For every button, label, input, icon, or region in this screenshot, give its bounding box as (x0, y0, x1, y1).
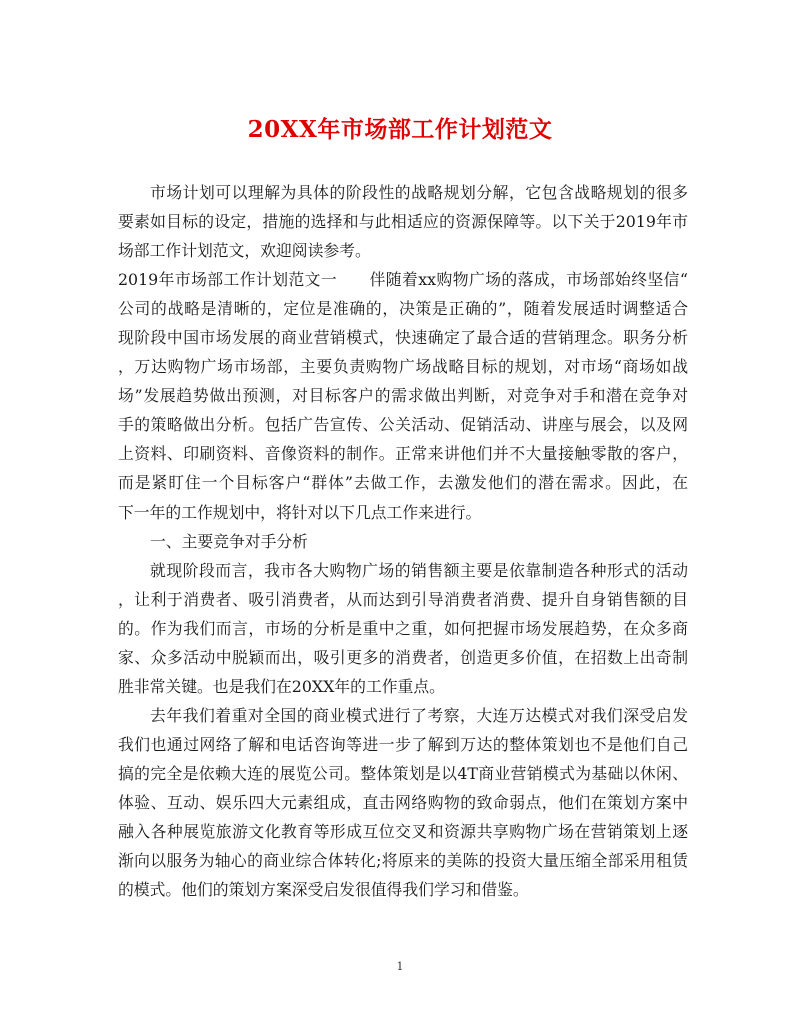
paragraph-line: 要素如目标的设定，措施的选择和与此相适应的资源保障等。以下关于2019年市 (118, 212, 688, 232)
paragraph-line: 公司的战略是清晰的，定位是准确的，决策是正确的”，随着发展适时调整适合 (118, 299, 688, 319)
paragraph-line: 市场计划可以理解为具体的阶段性的战略规划分解，它包含战略规划的很多 (150, 183, 688, 202)
document-body (118, 178, 688, 904)
paragraph-line: 渐向以服务为轴心的商业综合体转化;将原来的美陈的投资大量压缩全部采用租赁 (118, 851, 688, 871)
paragraph-line: 融入各种展览旅游文化教育等形成互位交叉和资源共享购物广场在营销策划上逐 (118, 822, 688, 842)
paragraph-line: 上资料、印刷资料、音像资料的制作。正常来讲他们并不大量接触零散的客户， (118, 444, 688, 464)
paragraph-line: 的。作为我们而言，市场的分析是重中之重，如何把握市场发展趋势，在众多商 (118, 618, 688, 638)
paragraph-line: 我们也通过网络了解和电话咨询等进一步了解到万达的整体策划也不是他们自己 (118, 734, 688, 754)
section-heading: 一、主要竞争对手分析 (150, 531, 308, 551)
paragraph-line: 2019年市场部工作计划范文一 伴随着xx购物广场的落成，市场部始终坚信“ (118, 270, 688, 290)
paragraph-line: 场”发展趋势做出预测，对目标客户的需求做出判断，对竞争对手和潜在竞争对 (118, 386, 688, 406)
paragraph-line: 胜非常关键。也是我们在20XX年的工作重点。 (118, 676, 445, 696)
paragraph-line: 体验、互动、娱乐四大元素组成，直击网络购物的致命弱点，他们在策划方案中 (118, 792, 688, 812)
paragraph-line: 而是紧盯住一个目标客户“群体”去做工作，去激发他们的潜在需求。因此，在 (118, 473, 688, 493)
paragraph-line: ，万达购物广场市场部，主要负责购物广场战略目标的规划，对市场“商场如战 (118, 357, 688, 377)
paragraph-line: 就现阶段而言，我市各大购物广场的销售额主要是依靠制造各种形式的活动 (150, 560, 688, 580)
document-title: 20XX年市场部工作计划范文 (247, 116, 553, 143)
paragraph-line: 下一年的工作规划中，将针对以下几点工作来进行。 (118, 502, 482, 522)
paragraph-line: 手的策略做出分析。包括广告宣传、公关活动、促销活动、讲座与展会，以及网 (118, 415, 688, 435)
paragraph-line: 去年我们着重对全国的商业模式进行了考察，大连万达模式对我们深受启发 (150, 705, 688, 725)
paragraph-line: 的模式。他们的策划方案深受启发很值得我们学习和借鉴。 (118, 880, 529, 900)
paragraph-line: ，让利于消费者、吸引消费者，从而达到引导消费者消费、提升自身销售额的目 (118, 589, 688, 609)
paragraph-line: 现阶段中国市场发展的商业营销模式，快速确定了最合适的营销理念。职务分析 (118, 328, 688, 348)
paragraph-line: 家、众多活动中脱颖而出，吸引更多的消费者，创造更多价值，在招数上出奇制 (118, 647, 688, 667)
page-number: 1 (396, 960, 404, 973)
paragraph-line: 搞的完全是依赖大连的展览公司。整体策划是以4T商业营销模式为基础以休闲、 (118, 763, 688, 783)
paragraph-line: 场部工作计划范文，欢迎阅读参考。 (118, 241, 371, 261)
